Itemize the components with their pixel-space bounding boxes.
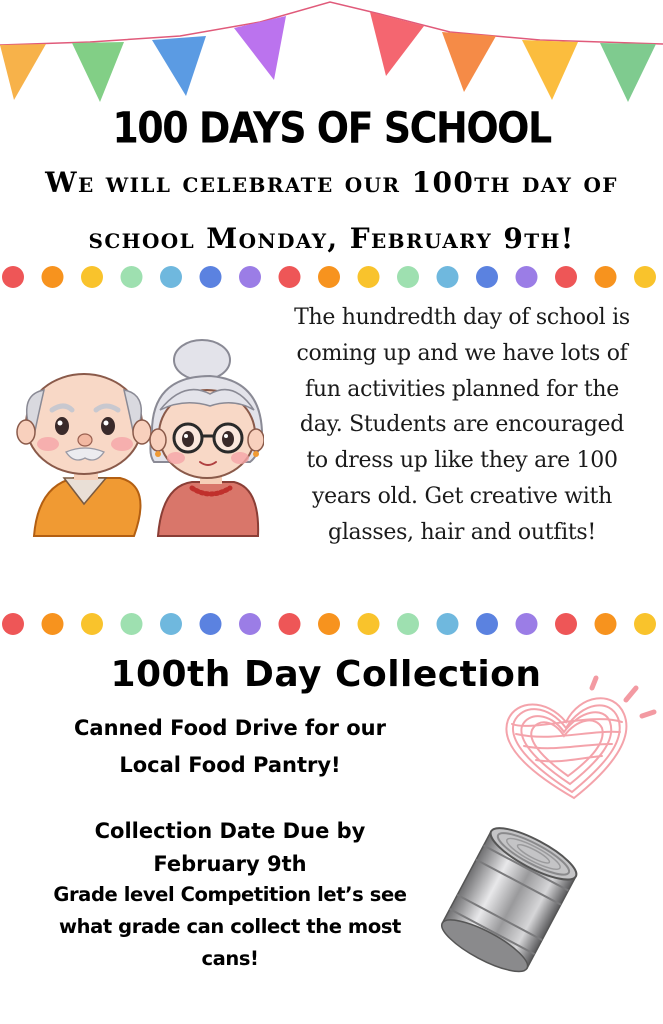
heart-accent-mark bbox=[592, 678, 596, 688]
grandparents-illustration bbox=[14, 336, 264, 540]
competition-line: what grade can collect the most bbox=[59, 915, 401, 938]
divider-dot bbox=[476, 266, 498, 288]
celebration-line-2: school Monday, February 9th! bbox=[88, 222, 575, 255]
divider-dot bbox=[555, 613, 577, 635]
divider-dot bbox=[358, 266, 380, 288]
divider-dot bbox=[200, 613, 222, 635]
divider-dot bbox=[42, 266, 64, 288]
divider-dot bbox=[437, 613, 459, 635]
page-title: 100 DAYS OF SCHOOL bbox=[112, 103, 551, 153]
divider-dot bbox=[200, 266, 222, 288]
food-drive-line: Canned Food Drive for our bbox=[74, 716, 386, 740]
body-line: glasses, hair and outfits! bbox=[328, 519, 596, 545]
dot-divider-top bbox=[0, 264, 663, 290]
divider-dot bbox=[595, 266, 617, 288]
competition-text bbox=[30, 879, 430, 975]
tin-can-icon bbox=[430, 818, 590, 978]
heart-accent-mark bbox=[626, 688, 636, 700]
divider-dot bbox=[595, 613, 617, 635]
divider-dot bbox=[318, 613, 340, 635]
food-drive-text bbox=[30, 710, 430, 784]
divider-dot bbox=[2, 613, 24, 635]
divider-dot bbox=[397, 613, 419, 635]
divider-dot bbox=[279, 266, 301, 288]
divider-dot bbox=[279, 613, 301, 635]
heart-scribble-icon bbox=[492, 672, 662, 812]
divider-dot bbox=[239, 266, 261, 288]
divider-dot bbox=[555, 266, 577, 288]
food-drive-line: Local Food Pantry! bbox=[119, 753, 341, 777]
divider-dot bbox=[437, 266, 459, 288]
due-date-line: February 9th bbox=[153, 851, 307, 876]
bunting-flag bbox=[442, 32, 496, 92]
dot-divider-bottom bbox=[0, 611, 663, 637]
divider-dot bbox=[42, 613, 64, 635]
competition-line: Grade level Competition let’s see bbox=[53, 883, 407, 906]
bunting-banner bbox=[0, 0, 663, 110]
bunting-flag bbox=[600, 43, 656, 102]
body-line: to dress up like they are 100 bbox=[306, 448, 618, 474]
divider-dot bbox=[476, 613, 498, 635]
collection-heading: 100th Day Collection bbox=[110, 654, 542, 695]
body-line: fun activities planned for the bbox=[304, 376, 620, 402]
bunting-string bbox=[0, 2, 663, 45]
grandma-figure bbox=[150, 340, 264, 536]
grandpa-figure bbox=[17, 374, 151, 536]
divider-dot bbox=[239, 613, 261, 635]
divider-dot bbox=[160, 613, 182, 635]
bunting-flag bbox=[522, 40, 578, 100]
divider-dot bbox=[634, 613, 656, 635]
body-paragraph bbox=[262, 300, 662, 551]
due-date-line: Collection Date Due by bbox=[94, 819, 366, 843]
body-line: years old. Get creative with bbox=[312, 483, 612, 509]
bunting-flag bbox=[152, 36, 206, 96]
competition-line: cans! bbox=[201, 947, 259, 970]
due-date-text bbox=[30, 815, 430, 880]
heart-accent-mark bbox=[642, 712, 654, 716]
body-line: The hundredth day of school is bbox=[294, 305, 630, 330]
divider-dot bbox=[397, 266, 419, 288]
celebration-line-1: We will celebrate our 100th day of bbox=[45, 166, 618, 199]
divider-dot bbox=[2, 266, 24, 288]
divider-dot bbox=[121, 266, 143, 288]
body-line: day. Students are encouraged bbox=[299, 412, 625, 438]
bunting-flag bbox=[370, 12, 424, 76]
divider-dot bbox=[516, 266, 538, 288]
divider-dot bbox=[318, 266, 340, 288]
bunting-flag bbox=[0, 44, 46, 100]
bunting-flag bbox=[72, 42, 124, 102]
divider-dot bbox=[358, 613, 380, 635]
divider-dot bbox=[516, 613, 538, 635]
divider-dot bbox=[121, 613, 143, 635]
divider-dot bbox=[81, 613, 103, 635]
body-line: coming up and we have lots of bbox=[296, 340, 628, 366]
divider-dot bbox=[634, 266, 656, 288]
divider-dot bbox=[81, 266, 103, 288]
divider-dot bbox=[160, 266, 182, 288]
